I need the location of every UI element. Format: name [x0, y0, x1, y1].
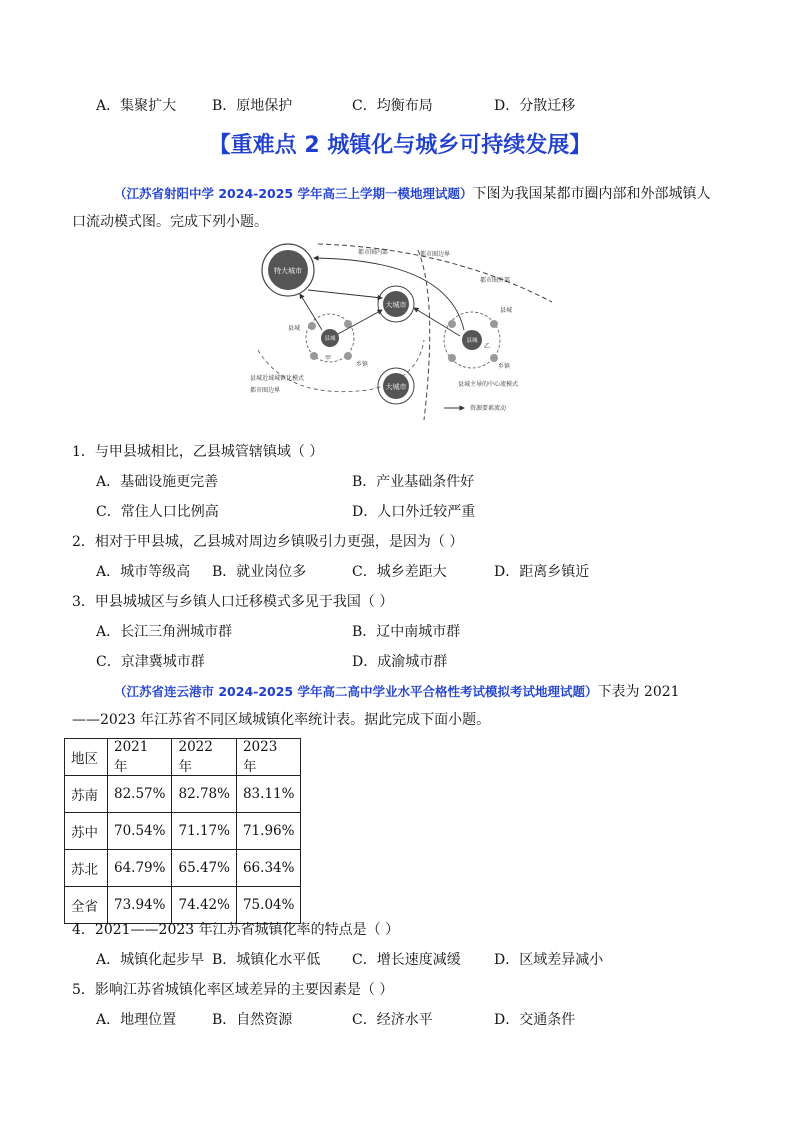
- township-right-label: 乡镇: [498, 363, 511, 370]
- township-left-label: 乡镇: [356, 361, 369, 368]
- intro2-line1: [114, 682, 680, 702]
- question-3-option-a: A．长江三角洲城市群: [96, 624, 233, 640]
- question-1-option-b: B．产业基础条件好: [352, 474, 475, 490]
- table-cell: 82.57%: [108, 776, 172, 813]
- table-cell: 71.96%: [236, 813, 300, 850]
- megacity-label: 特大城市: [274, 267, 302, 275]
- table-header-row: [65, 739, 301, 776]
- question-2-option-a: A．城市等级高: [96, 564, 191, 580]
- circle-boundary-line: [418, 250, 430, 420]
- table-header-cell: 2023 年: [236, 739, 300, 776]
- question-3-option-d: D．成渝城市群: [352, 654, 448, 670]
- table-cell: 全省: [65, 887, 108, 924]
- yi-town-4: [490, 354, 498, 362]
- question-3-option-c: C．京津冀城市群: [96, 654, 205, 670]
- table-cell: 70.54%: [108, 813, 172, 850]
- question-2-option-d: D．距离乡镇近: [494, 564, 590, 580]
- outer-circle-label: 都市圈外部: [480, 277, 511, 284]
- question-1-option-d: D．人口外迁较严重: [352, 504, 476, 520]
- inner-circle-label: 都市圈内部: [358, 249, 389, 256]
- question-1-stem: 1．与甲县城相比，乙县城管辖镇域（ ）: [72, 444, 324, 460]
- question-5-stem: 5．影响江苏省城镇化率区域差异的主要因素是（ ）: [72, 982, 394, 998]
- jia-town-1: [308, 322, 316, 330]
- intro2-source: （江苏省连云港市 2024-2025 学年高二高中学业水平合格性考试模拟考试地理试题）: [114, 684, 598, 699]
- mode-left-label-2: 都市圈边界: [250, 387, 281, 394]
- intro1-line2: 口流动模式图。完成下列小题。: [72, 214, 268, 230]
- table-cell: 65.47%: [172, 850, 236, 887]
- question-4-option-c: C．增长速度减缓: [352, 952, 461, 968]
- table-cell: 73.94%: [108, 887, 172, 924]
- yi-town-2: [490, 320, 498, 328]
- question-2-option-c: C．城乡差距大: [352, 564, 447, 580]
- table-header-cell: 2021 年: [108, 739, 172, 776]
- table-cell: 66.34%: [236, 850, 300, 887]
- yi-label: 乙: [484, 343, 491, 350]
- question-4-option-a: A．城镇化起步早: [96, 952, 205, 968]
- option-a: A．集聚扩大: [96, 98, 177, 114]
- table-cell: 苏南: [65, 776, 108, 813]
- jia-town-4: [344, 352, 352, 360]
- question-1-option-a: A．基础设施更完善: [96, 474, 219, 490]
- county-label-right: 县城: [500, 307, 513, 314]
- table-cell: 75.04%: [236, 887, 300, 924]
- question-3-option-b: B．辽中南城市群: [352, 624, 461, 640]
- table-header-cell: 2022 年: [172, 739, 236, 776]
- jia-town-3: [310, 352, 318, 360]
- yi-town-3: [448, 354, 456, 362]
- intro1-line1: [114, 184, 710, 204]
- table-cell: 64.79%: [108, 850, 172, 887]
- section-title: 【重难点 2 城镇化与城乡可持续发展】: [208, 133, 592, 158]
- yi-county-label: 县城: [466, 338, 478, 344]
- question-4-option-d: D．区域差异减小: [494, 952, 604, 968]
- intro2-text-tail: 下表为 2021: [597, 684, 680, 700]
- option-d: D．分散迁移: [494, 98, 576, 114]
- jia-label: 甲: [324, 355, 332, 362]
- table-cell: 苏中: [65, 813, 108, 850]
- yi-town-1: [448, 320, 456, 328]
- jia-county-label: 县城: [324, 336, 336, 342]
- question-4-option-b: B．城镇化水平低: [212, 952, 321, 968]
- question-3-stem: 3．甲县城城区与乡镇人口迁移模式多见于我国（ ）: [72, 594, 394, 610]
- table-cell: 82.78%: [172, 776, 236, 813]
- table-cell: 苏北: [65, 850, 108, 887]
- question-5-option-b: B．自然资源: [212, 1012, 293, 1028]
- question-4-stem: 4．2021——2023 年江苏省城镇化率的特点是（ ）: [72, 922, 400, 938]
- big-city-1-label: 大城市: [385, 301, 407, 309]
- urbanization-table: [64, 738, 301, 924]
- mode-left-label-1: 县城近域城镇化模式: [250, 375, 305, 382]
- option-c: C．均衡布局: [352, 98, 433, 114]
- table-row: [65, 887, 301, 924]
- question-5-option-c: C．经济水平: [352, 1012, 433, 1028]
- population-flow-figure: [248, 240, 560, 426]
- table-header-cell: 地区: [65, 739, 108, 776]
- mode-right-label: 县城主导的中心流模式: [458, 381, 519, 388]
- table-cell: 71.17%: [172, 813, 236, 850]
- flow-arrow-megacity-bigcity: [308, 290, 382, 298]
- option-b: B．原地保护: [212, 98, 293, 114]
- table-cell: 83.11%: [236, 776, 300, 813]
- question-2-stem: 2．相对于甲县城，乙县城对周边乡镇吸引力更强，是因为（ ）: [72, 534, 464, 550]
- table-cell: 74.42%: [172, 887, 236, 924]
- table-row: [65, 776, 301, 813]
- table-row: [65, 850, 301, 887]
- table-row: [65, 813, 301, 850]
- question-2-option-b: B．就业岗位多: [212, 564, 307, 580]
- intro2-line2: ——2023 年江苏省不同区域城镇化率统计表。据此完成下面小题。: [72, 712, 491, 728]
- legend-label: 资源要素流动: [470, 405, 507, 412]
- question-5-option-a: A．地理位置: [96, 1012, 177, 1028]
- big-city-2-label: 大城市: [385, 383, 407, 391]
- boundary-label: 都市圈边界: [420, 251, 451, 258]
- question-5-option-d: D．交通条件: [494, 1012, 576, 1028]
- intro1-text: 下图为我国某都市圈内部和外部城镇人: [472, 186, 711, 202]
- intro1-source: （江苏省射阳中学 2024-2025 学年高三上学期一模地理试题）: [114, 186, 473, 201]
- question-1-option-c: C．常住人口比例高: [96, 504, 219, 520]
- county-label-left: 县城: [288, 325, 301, 332]
